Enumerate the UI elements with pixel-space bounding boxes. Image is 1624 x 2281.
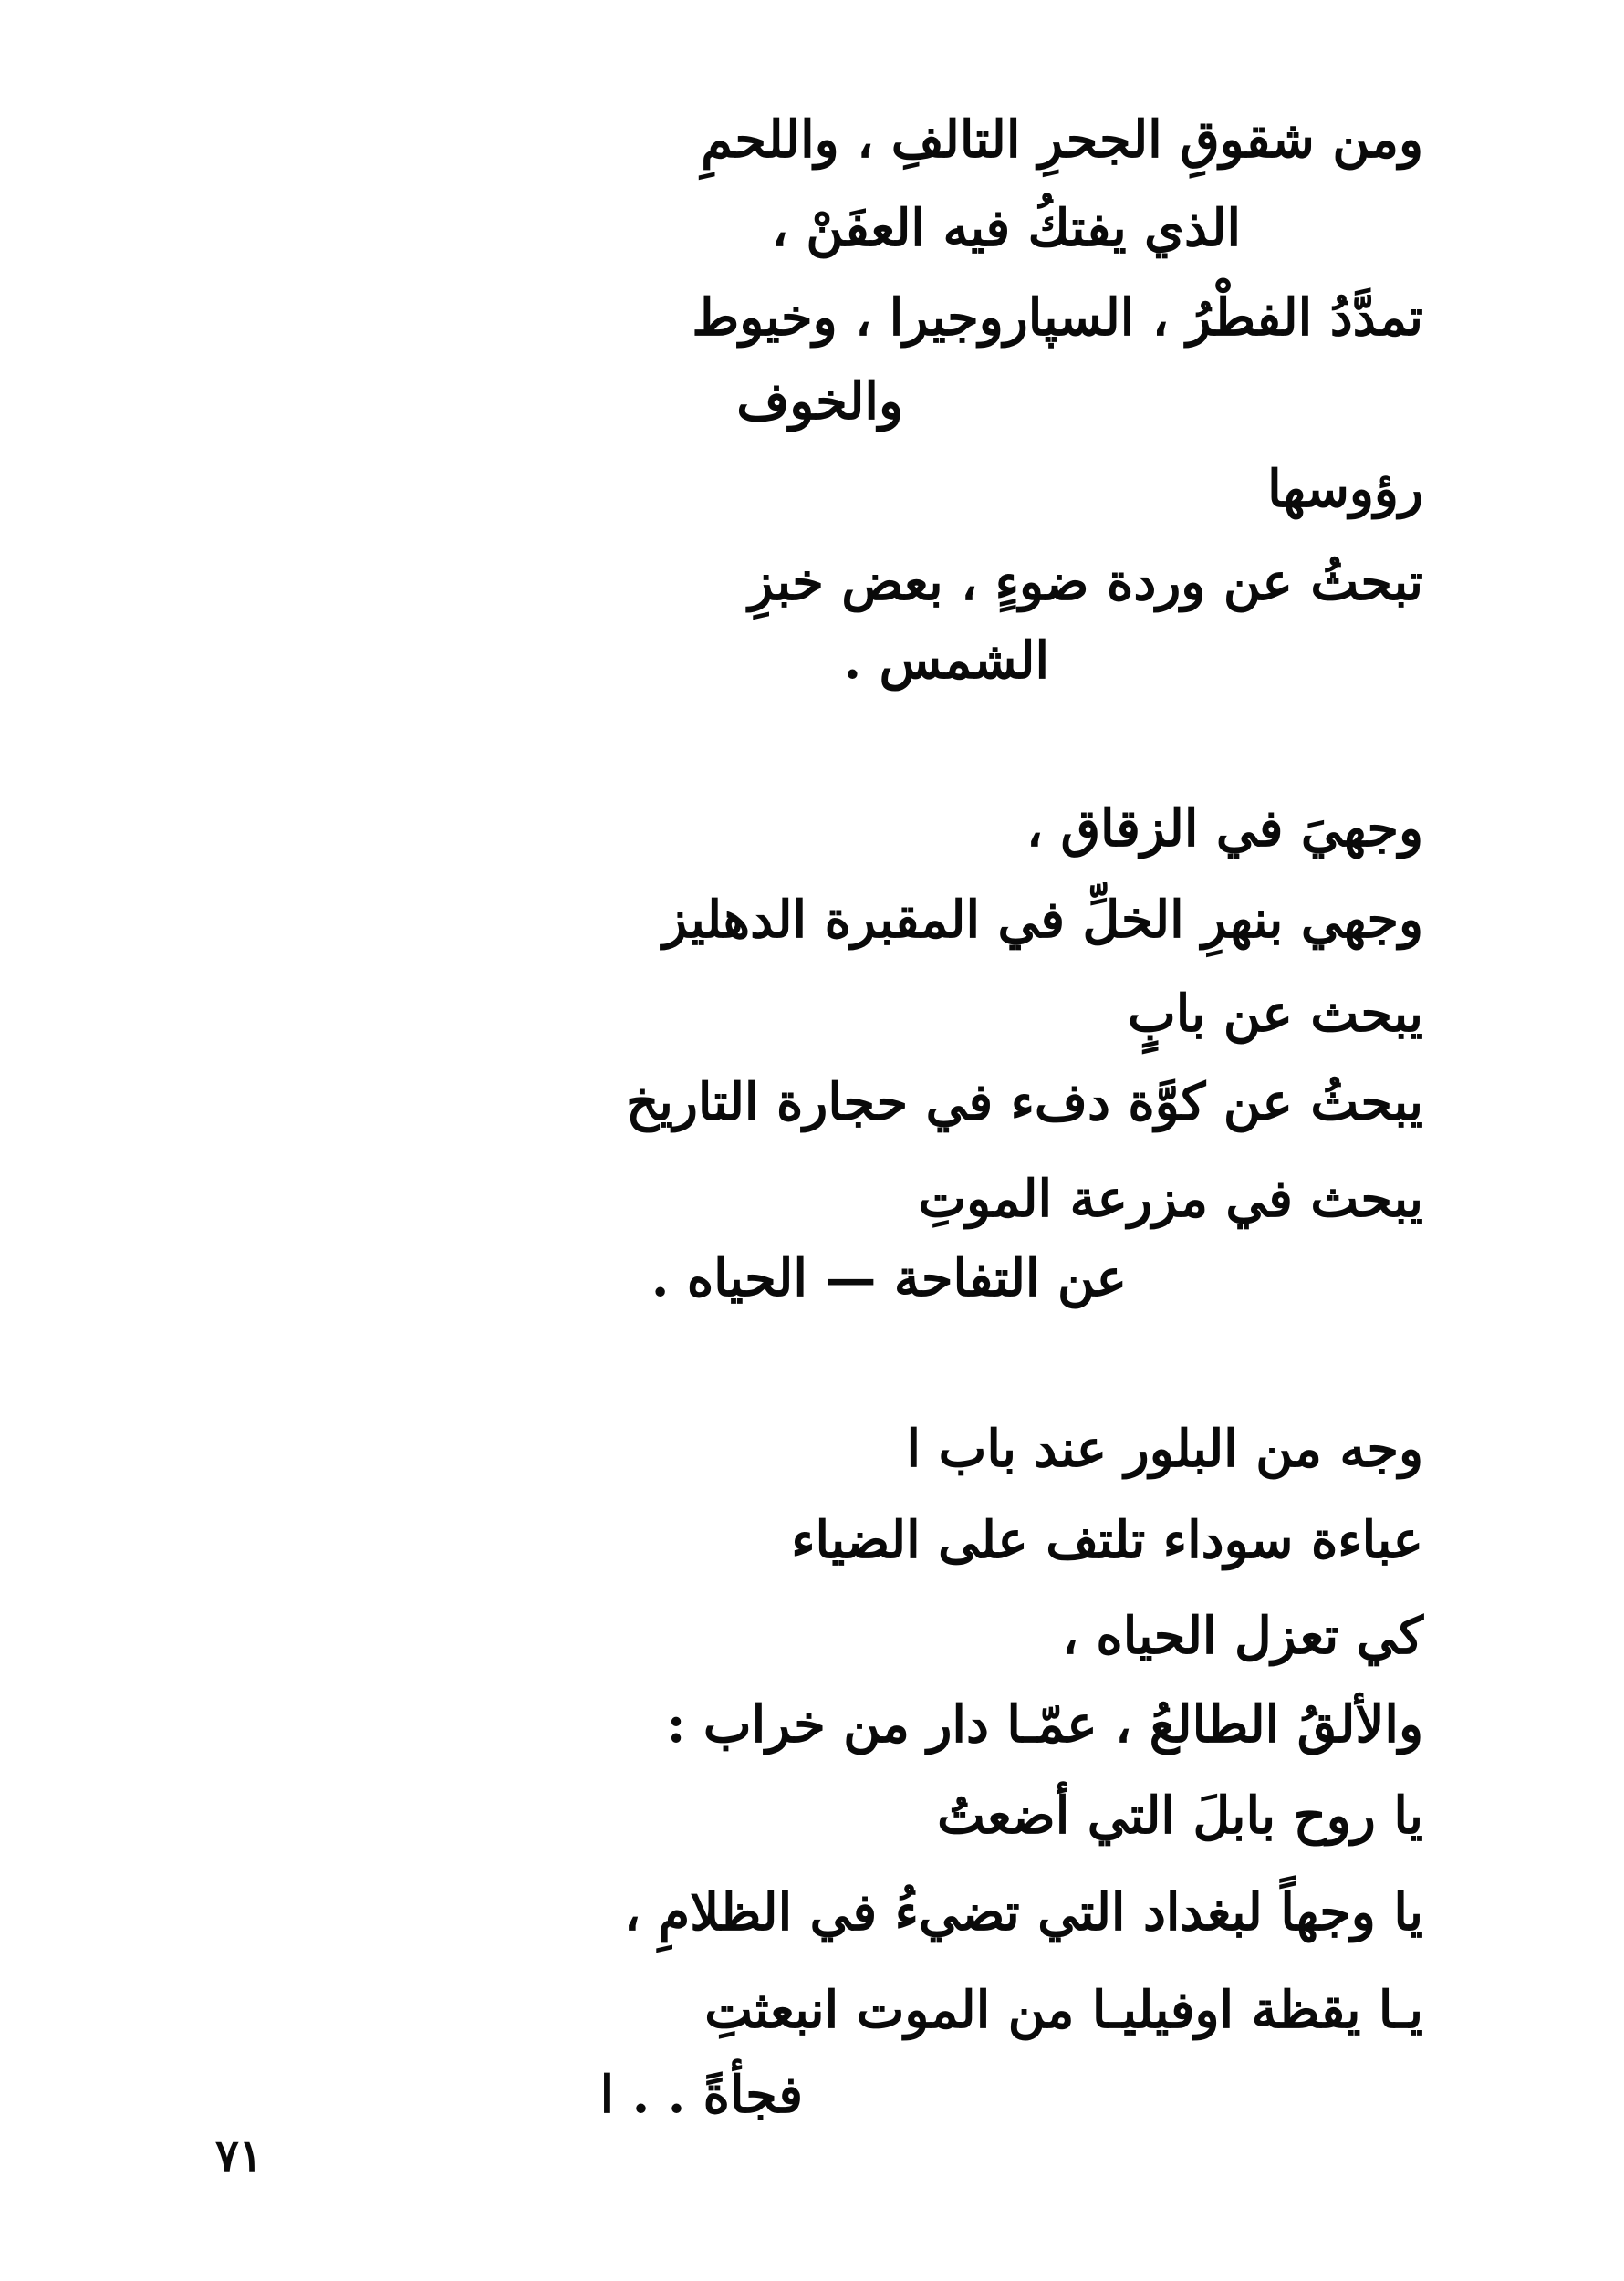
poem-line: تبحثُ عن وردة ضوءٍ ، بعض خبزِ [748,552,1423,612]
poem-line: يبحث عن بابٍ [1127,984,1423,1044]
poem-line: فجأةً . . ا [599,2065,803,2125]
poem-line: عن التفاحة — الحياه . [651,1248,1127,1308]
poem-line: يا وجهاً لبغداد التي تضيءُ في الظلامِ ، [623,1882,1423,1942]
poem-line: وجه من البلور عند باب ا [906,1419,1423,1479]
page-number: ٧١ [215,2130,263,2182]
poem-line: الشمس . [843,630,1049,691]
poem-line: والألقُ الطالعُ ، عمّـا دار من خراب : [666,1694,1423,1755]
poem-line: يبحثُ عن كوَّة دفء في حجارة التاريخ [626,1072,1423,1132]
poem-line: تمدَّدُ الفطْرُ ، السپاروجيرا ، وخيوط [692,287,1423,348]
poem-line: عباءة سوداء تلتف على الضياء [791,1510,1423,1570]
poem-line: وجهيَ في الزقاق ، [1026,798,1423,859]
poem-line: يبحث في مزرعة الموتِ [918,1169,1423,1229]
poem-line: كي تعزل الحياه ، [1061,1606,1423,1666]
poem-line: يـا يقظة اوفيليـا من الموت انبعثتِ [704,1980,1423,2040]
poem-line: وجهي بنهرِ الخلِّ في المقبرة الدهليز [662,890,1423,950]
poem-line: الذي يفتكُ فيه العفَنْ ، [771,198,1241,258]
poem-line: والخوف [736,371,903,432]
poem-line: ومن شقوقِ الجحرِ التالفِ ، واللحمِ [701,109,1423,170]
poem-line: يا روح بابلَ التي أضعتُ [937,1786,1423,1846]
poem-line: رؤوسها [1267,459,1423,519]
